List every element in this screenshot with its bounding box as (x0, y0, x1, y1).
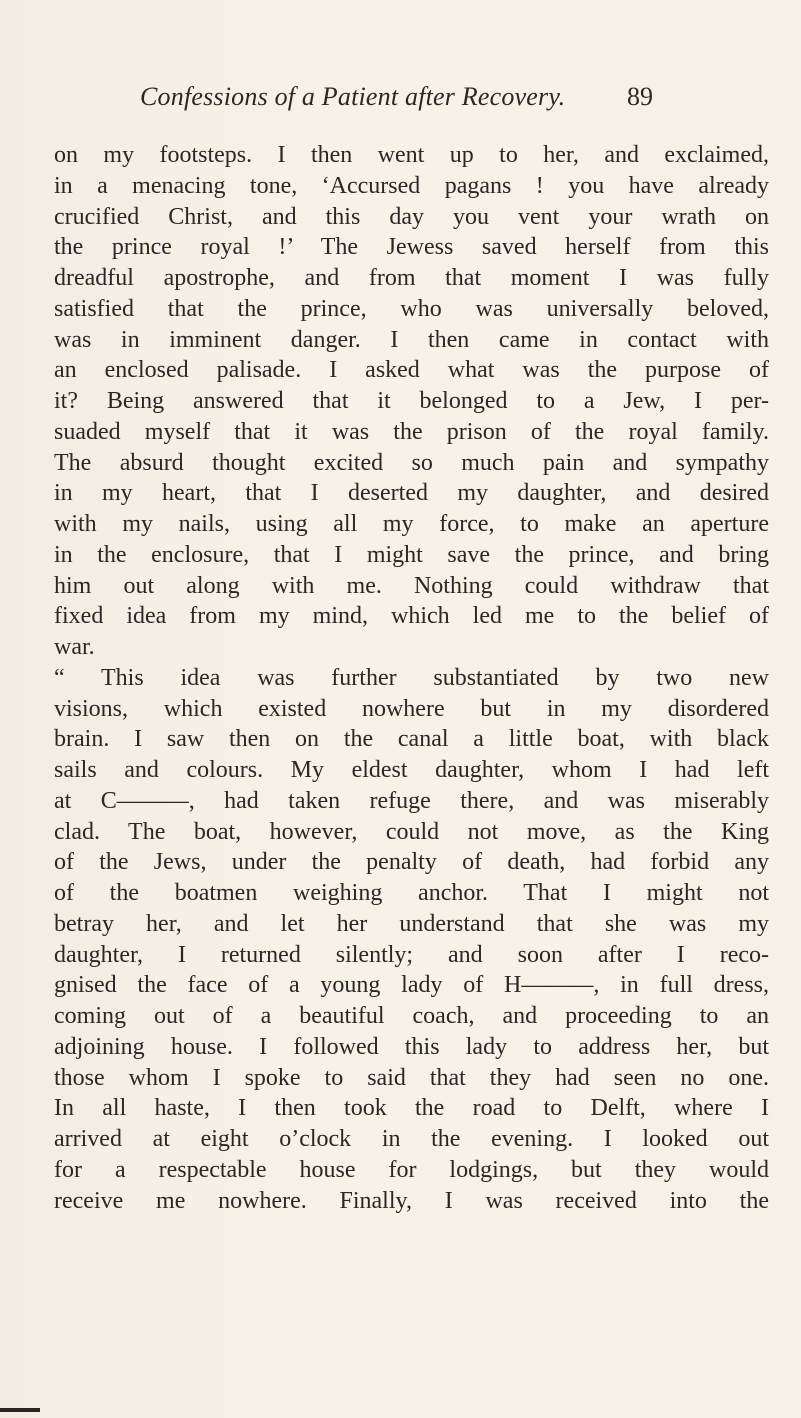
page-edge-mark (0, 1408, 40, 1412)
text-line: an enclosed palisade. I asked what was the purpose of (54, 357, 769, 384)
running-title: Confessions of a Patient after Recovery. (140, 82, 566, 111)
text-line: for a respectable house for lodgings, but they would (54, 1156, 769, 1183)
text-line: betray her, and let her understand that she was my (54, 910, 769, 937)
text-line: with my nails, using all my force, to make an aperture (54, 511, 769, 537)
text-line: visions, which existed nowhere but in my disordered (54, 695, 769, 722)
text-line: dreadful apostrophe, and from that moment I was fully (54, 265, 769, 291)
text-line: of the Jews, under the penalty of death, had forbid any (54, 849, 769, 876)
page-number: 89 (627, 82, 653, 111)
text-line: daughter, I returned silently; and soon after I reco- (54, 941, 769, 968)
text-line: of the boatmen weighing anchor. That I might not (54, 880, 769, 906)
text-line: fixed idea from my mind, which led me to the belief of (54, 603, 769, 630)
text-line: The absurd thought excited so much pain and sympathy (54, 449, 769, 476)
page-header (140, 82, 660, 122)
text-line: at C———, had taken refuge there, and was miserably (54, 787, 769, 814)
text-line: in my heart, that I deserted my daughter, and desired (54, 480, 769, 507)
body-text (54, 140, 769, 1216)
text-line: sails and colours. My eldest daughter, whom I had left (54, 757, 769, 783)
text-line: adjoining house. I followed this lady to address her, but (54, 1033, 769, 1060)
text-line: in the enclosure, that I might save the prince, and bring (54, 541, 769, 568)
text-line: on my footsteps. I then went up to her, and exclaimed, (54, 142, 769, 168)
text-line: satisfied that the prince, who was universally beloved, (54, 295, 769, 322)
text-line: was in imminent danger. I then came in contact with (54, 326, 769, 353)
text-line: brain. I saw then on the canal a little boat, with black (54, 726, 769, 753)
text-line: suaded myself that it was the prison of the royal family. (54, 418, 769, 445)
text-line: arrived at eight o’clock in the evening. I looked out (54, 1126, 769, 1152)
text-line: war. (54, 634, 95, 660)
text-line: receive me nowhere. Finally, I was received into the (54, 1187, 769, 1214)
text-line: in a menacing tone, ‘Accursed pagans ! you have already (54, 172, 769, 199)
text-line: the prince royal !’ The Jewess saved herself from this (54, 234, 769, 261)
text-line: gnised the face of a young lady of H———, in full dress, (54, 972, 769, 999)
text-line: coming out of a beautiful coach, and proceeding to an (54, 1003, 769, 1029)
text-line: it? Being answered that it belonged to a Jew, I per- (54, 388, 769, 414)
text-line: him out along with me. Nothing could withdraw that (54, 572, 769, 599)
text-line: In all haste, I then took the road to Delft, where I (54, 1095, 769, 1122)
text-line: those whom I spoke to said that they had seen no one. (54, 1064, 769, 1091)
text-line: “ This idea was further substantiated by two new (54, 664, 769, 691)
text-line: clad. The boat, however, could not move, as the King (54, 818, 769, 845)
text-line: crucified Christ, and this day you vent your wrath on (54, 203, 769, 230)
